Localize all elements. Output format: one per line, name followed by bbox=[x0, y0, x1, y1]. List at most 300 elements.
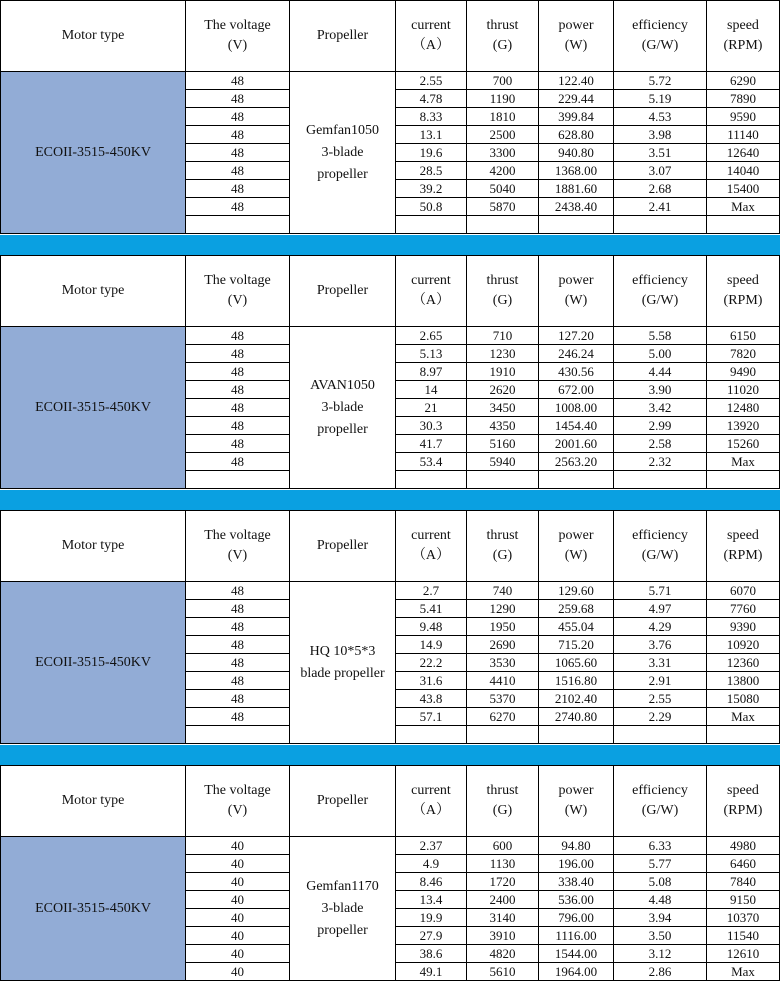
speed-cell: 7760 bbox=[707, 600, 780, 618]
header-power-line: (W) bbox=[564, 293, 588, 308]
header-thrust bbox=[467, 0, 539, 72]
propeller-line: propeller bbox=[317, 421, 368, 437]
propeller-line: Gemfan1050 bbox=[305, 122, 380, 138]
speed-cell: Max bbox=[707, 198, 780, 216]
power-cell: 715.20 bbox=[539, 636, 614, 654]
current-cell: 27.9 bbox=[396, 927, 467, 945]
current-cell: 13.1 bbox=[396, 126, 467, 144]
motor-type-cell bbox=[0, 327, 186, 489]
thrust-cell: 4350 bbox=[467, 417, 539, 435]
speed-cell: 10920 bbox=[707, 636, 780, 654]
header-speed-line: speed bbox=[727, 18, 759, 33]
header-propeller bbox=[290, 255, 396, 327]
power-cell: 129.60 bbox=[539, 582, 614, 600]
current-cell: 14.9 bbox=[396, 636, 467, 654]
current-cell: 41.7 bbox=[396, 435, 467, 453]
current-cell: 8.33 bbox=[396, 108, 467, 126]
current-cell: 13.4 bbox=[396, 891, 467, 909]
thrust-cell: 3450 bbox=[467, 399, 539, 417]
motor-type-value: ECOII-3515-450KV bbox=[35, 399, 151, 415]
header-efficiency-line: (G/W) bbox=[641, 293, 679, 308]
power-cell: 2102.40 bbox=[539, 690, 614, 708]
thrust-cell: 5160 bbox=[467, 435, 539, 453]
voltage-cell: 48 bbox=[186, 345, 290, 363]
voltage-cell: 48 bbox=[186, 126, 290, 144]
efficiency-cell: 5.71 bbox=[614, 582, 707, 600]
power-cell: 122.40 bbox=[539, 72, 614, 90]
voltage-cell: 48 bbox=[186, 327, 290, 345]
current-cell: 49.1 bbox=[396, 963, 467, 981]
thrust-cell bbox=[467, 216, 539, 234]
header-efficiency bbox=[614, 0, 707, 72]
current-cell: 2.37 bbox=[396, 837, 467, 855]
speed-cell: Max bbox=[707, 453, 780, 471]
thrust-cell: 5870 bbox=[467, 198, 539, 216]
efficiency-cell: 3.07 bbox=[614, 162, 707, 180]
speed-cell: 9150 bbox=[707, 891, 780, 909]
propeller-line: 3-blade bbox=[321, 900, 364, 916]
thrust-cell: 740 bbox=[467, 582, 539, 600]
header-thrust-line: (G) bbox=[492, 38, 513, 53]
header-speed bbox=[707, 255, 780, 327]
current-cell: 43.8 bbox=[396, 690, 467, 708]
efficiency-cell: 3.98 bbox=[614, 126, 707, 144]
voltage-cell: 48 bbox=[186, 672, 290, 690]
header-efficiency-line: (G/W) bbox=[641, 803, 679, 818]
thrust-cell: 700 bbox=[467, 72, 539, 90]
voltage-cell: 40 bbox=[186, 873, 290, 891]
current-cell: 53.4 bbox=[396, 453, 467, 471]
header-voltage-line: (V) bbox=[227, 548, 248, 563]
voltage-cell: 48 bbox=[186, 435, 290, 453]
speed-cell bbox=[707, 726, 780, 744]
speed-cell: 13800 bbox=[707, 672, 780, 690]
propeller-line: AVAN1050 bbox=[310, 377, 375, 393]
efficiency-cell: 4.97 bbox=[614, 600, 707, 618]
thrust-cell: 5940 bbox=[467, 453, 539, 471]
thrust-cell: 2620 bbox=[467, 381, 539, 399]
efficiency-cell: 2.55 bbox=[614, 690, 707, 708]
thrust-cell: 2500 bbox=[467, 126, 539, 144]
current-cell: 2.65 bbox=[396, 327, 467, 345]
header-power bbox=[539, 510, 614, 582]
current-cell: 8.46 bbox=[396, 873, 467, 891]
header-voltage-line: The voltage bbox=[204, 273, 271, 288]
voltage-cell: 40 bbox=[186, 945, 290, 963]
motor-type-value: ECOII-3515-450KV bbox=[35, 144, 151, 160]
header-thrust-line: (G) bbox=[492, 293, 513, 308]
header-propeller bbox=[290, 765, 396, 837]
power-cell bbox=[539, 216, 614, 234]
motor-type-value: ECOII-3515-450KV bbox=[35, 900, 151, 916]
header-thrust-line: (G) bbox=[492, 803, 513, 818]
header-current bbox=[396, 510, 467, 582]
voltage-cell: 48 bbox=[186, 90, 290, 108]
efficiency-cell: 2.41 bbox=[614, 198, 707, 216]
efficiency-cell: 3.31 bbox=[614, 654, 707, 672]
motor-type-cell bbox=[0, 837, 186, 981]
header-motor bbox=[0, 765, 186, 837]
header-voltage bbox=[186, 255, 290, 327]
propeller-line: Gemfan1170 bbox=[306, 878, 379, 894]
header-voltage-line: The voltage bbox=[204, 18, 271, 33]
efficiency-cell: 3.50 bbox=[614, 927, 707, 945]
header-motor-label: Motor type bbox=[61, 283, 125, 298]
efficiency-cell: 6.33 bbox=[614, 837, 707, 855]
speed-cell: 11020 bbox=[707, 381, 780, 399]
current-cell bbox=[396, 216, 467, 234]
header-speed-line: speed bbox=[727, 783, 759, 798]
power-cell: 940.80 bbox=[539, 144, 614, 162]
table-block bbox=[0, 0, 780, 234]
current-cell: 5.41 bbox=[396, 600, 467, 618]
header-propeller-label: Propeller bbox=[316, 538, 369, 553]
thrust-cell bbox=[467, 726, 539, 744]
power-cell: 338.40 bbox=[539, 873, 614, 891]
header-power-line: power bbox=[558, 528, 594, 543]
current-cell bbox=[396, 471, 467, 489]
power-cell: 2438.40 bbox=[539, 198, 614, 216]
header-efficiency-line: efficiency bbox=[632, 273, 688, 288]
header-current bbox=[396, 0, 467, 72]
header-power-line: (W) bbox=[564, 548, 588, 563]
propeller-cell bbox=[290, 327, 396, 489]
speed-cell: 15400 bbox=[707, 180, 780, 198]
propeller-line: 3-blade bbox=[321, 399, 364, 415]
speed-cell: 9390 bbox=[707, 618, 780, 636]
header-thrust-line: (G) bbox=[492, 548, 513, 563]
propeller-line: 3-blade bbox=[321, 144, 364, 160]
voltage-cell: 48 bbox=[186, 72, 290, 90]
power-cell: 2001.60 bbox=[539, 435, 614, 453]
propeller-cell bbox=[290, 837, 396, 981]
power-cell: 2740.80 bbox=[539, 708, 614, 726]
voltage-cell: 48 bbox=[186, 399, 290, 417]
header-motor bbox=[0, 255, 186, 327]
power-cell: 1368.00 bbox=[539, 162, 614, 180]
header-efficiency-line: efficiency bbox=[632, 528, 688, 543]
power-cell: 229.44 bbox=[539, 90, 614, 108]
header-voltage-line: The voltage bbox=[204, 528, 271, 543]
current-cell: 4.9 bbox=[396, 855, 467, 873]
efficiency-cell: 5.19 bbox=[614, 90, 707, 108]
efficiency-cell: 2.86 bbox=[614, 963, 707, 981]
header-propeller-label: Propeller bbox=[316, 283, 369, 298]
header-speed-line: (RPM) bbox=[723, 293, 763, 308]
efficiency-cell: 5.08 bbox=[614, 873, 707, 891]
thrust-cell: 600 bbox=[467, 837, 539, 855]
speed-cell: Max bbox=[707, 708, 780, 726]
header-thrust-line: thrust bbox=[486, 528, 519, 543]
table-block bbox=[0, 765, 780, 981]
current-cell: 57.1 bbox=[396, 708, 467, 726]
power-cell: 1008.00 bbox=[539, 399, 614, 417]
voltage-cell: 40 bbox=[186, 909, 290, 927]
efficiency-cell: 4.53 bbox=[614, 108, 707, 126]
header-thrust bbox=[467, 510, 539, 582]
motor-type-cell bbox=[0, 582, 186, 744]
current-cell: 22.2 bbox=[396, 654, 467, 672]
header-power-line: power bbox=[558, 18, 594, 33]
speed-cell bbox=[707, 471, 780, 489]
propeller-cell bbox=[290, 582, 396, 744]
current-cell: 8.97 bbox=[396, 363, 467, 381]
efficiency-cell bbox=[614, 726, 707, 744]
header-current bbox=[396, 765, 467, 837]
thrust-cell: 1190 bbox=[467, 90, 539, 108]
speed-cell: 9590 bbox=[707, 108, 780, 126]
power-cell bbox=[539, 726, 614, 744]
header-speed-line: speed bbox=[727, 273, 759, 288]
current-cell: 4.78 bbox=[396, 90, 467, 108]
propeller-line: propeller bbox=[317, 166, 368, 182]
speed-cell: 7890 bbox=[707, 90, 780, 108]
current-cell: 30.3 bbox=[396, 417, 467, 435]
header-motor-label: Motor type bbox=[61, 28, 125, 43]
speed-cell: 9490 bbox=[707, 363, 780, 381]
propeller-line: blade propeller bbox=[300, 665, 385, 681]
header-voltage bbox=[186, 0, 290, 72]
header-thrust-line: thrust bbox=[486, 273, 519, 288]
efficiency-cell: 2.91 bbox=[614, 672, 707, 690]
current-cell bbox=[396, 726, 467, 744]
separator-band bbox=[0, 235, 780, 255]
voltage-cell: 48 bbox=[186, 582, 290, 600]
power-cell: 1544.00 bbox=[539, 945, 614, 963]
speed-cell: Max bbox=[707, 963, 780, 981]
header-current-line: current bbox=[411, 18, 451, 33]
header-power bbox=[539, 765, 614, 837]
speed-cell: 7820 bbox=[707, 345, 780, 363]
header-power-line: (W) bbox=[564, 38, 588, 53]
thrust-cell: 4200 bbox=[467, 162, 539, 180]
efficiency-cell: 5.58 bbox=[614, 327, 707, 345]
efficiency-cell: 2.32 bbox=[614, 453, 707, 471]
voltage-cell: 48 bbox=[186, 618, 290, 636]
power-cell: 259.68 bbox=[539, 600, 614, 618]
propeller-line: HQ 10*5*3 bbox=[309, 643, 376, 659]
efficiency-cell: 3.90 bbox=[614, 381, 707, 399]
efficiency-cell bbox=[614, 216, 707, 234]
efficiency-cell: 4.44 bbox=[614, 363, 707, 381]
power-cell: 1116.00 bbox=[539, 927, 614, 945]
header-propeller bbox=[290, 510, 396, 582]
voltage-cell: 48 bbox=[186, 417, 290, 435]
thrust-cell: 710 bbox=[467, 327, 539, 345]
power-cell: 196.00 bbox=[539, 855, 614, 873]
thrust-cell: 4410 bbox=[467, 672, 539, 690]
thrust-cell: 3140 bbox=[467, 909, 539, 927]
thrust-cell: 3530 bbox=[467, 654, 539, 672]
efficiency-cell: 3.76 bbox=[614, 636, 707, 654]
thrust-cell: 6270 bbox=[467, 708, 539, 726]
power-cell: 1065.60 bbox=[539, 654, 614, 672]
current-cell: 21 bbox=[396, 399, 467, 417]
efficiency-cell: 5.00 bbox=[614, 345, 707, 363]
header-speed-line: (RPM) bbox=[723, 548, 763, 563]
header-power-line: power bbox=[558, 273, 594, 288]
header-speed-line: (RPM) bbox=[723, 803, 763, 818]
speed-cell: 7840 bbox=[707, 873, 780, 891]
propeller-cell bbox=[290, 72, 396, 234]
speed-cell: 12640 bbox=[707, 144, 780, 162]
header-efficiency bbox=[614, 765, 707, 837]
header-efficiency-line: (G/W) bbox=[641, 38, 679, 53]
thrust-cell: 1810 bbox=[467, 108, 539, 126]
speed-cell: 11140 bbox=[707, 126, 780, 144]
efficiency-cell: 2.99 bbox=[614, 417, 707, 435]
table-block bbox=[0, 510, 780, 744]
separator-band bbox=[0, 490, 780, 510]
speed-cell: 6290 bbox=[707, 72, 780, 90]
header-speed-line: speed bbox=[727, 528, 759, 543]
speed-cell: 15080 bbox=[707, 690, 780, 708]
efficiency-cell: 3.42 bbox=[614, 399, 707, 417]
header-thrust-line: thrust bbox=[486, 783, 519, 798]
speed-cell: 12610 bbox=[707, 945, 780, 963]
efficiency-cell: 2.68 bbox=[614, 180, 707, 198]
voltage-cell: 48 bbox=[186, 708, 290, 726]
power-cell: 1454.40 bbox=[539, 417, 614, 435]
power-cell: 1881.60 bbox=[539, 180, 614, 198]
voltage-cell: 48 bbox=[186, 381, 290, 399]
voltage-cell: 48 bbox=[186, 363, 290, 381]
efficiency-cell: 5.77 bbox=[614, 855, 707, 873]
speed-cell: 6070 bbox=[707, 582, 780, 600]
header-current-line: current bbox=[411, 273, 451, 288]
header-power-line: (W) bbox=[564, 803, 588, 818]
power-cell: 399.84 bbox=[539, 108, 614, 126]
thrust-cell: 4820 bbox=[467, 945, 539, 963]
voltage-cell: 40 bbox=[186, 927, 290, 945]
header-current-line: （A） bbox=[411, 38, 451, 53]
header-thrust bbox=[467, 765, 539, 837]
voltage-cell: 48 bbox=[186, 453, 290, 471]
header-power bbox=[539, 255, 614, 327]
header-power bbox=[539, 0, 614, 72]
speed-cell: 4980 bbox=[707, 837, 780, 855]
voltage-cell: 48 bbox=[186, 144, 290, 162]
header-motor bbox=[0, 0, 186, 72]
efficiency-cell: 2.29 bbox=[614, 708, 707, 726]
power-cell: 94.80 bbox=[539, 837, 614, 855]
header-current-line: （A） bbox=[411, 293, 451, 308]
current-cell: 2.7 bbox=[396, 582, 467, 600]
propeller-line: propeller bbox=[317, 922, 368, 938]
header-efficiency-line: efficiency bbox=[632, 18, 688, 33]
current-cell: 38.6 bbox=[396, 945, 467, 963]
header-voltage-line: (V) bbox=[227, 38, 248, 53]
speed-cell: 10370 bbox=[707, 909, 780, 927]
efficiency-cell: 5.72 bbox=[614, 72, 707, 90]
thrust-cell: 1950 bbox=[467, 618, 539, 636]
voltage-cell: 48 bbox=[186, 198, 290, 216]
power-cell bbox=[539, 471, 614, 489]
voltage-cell: 48 bbox=[186, 108, 290, 126]
header-propeller bbox=[290, 0, 396, 72]
header-current-line: current bbox=[411, 783, 451, 798]
efficiency-cell: 4.48 bbox=[614, 891, 707, 909]
efficiency-cell bbox=[614, 471, 707, 489]
thrust-cell: 1130 bbox=[467, 855, 539, 873]
thrust-cell: 1910 bbox=[467, 363, 539, 381]
power-cell: 127.20 bbox=[539, 327, 614, 345]
voltage-cell: 40 bbox=[186, 837, 290, 855]
header-current bbox=[396, 255, 467, 327]
current-cell: 39.2 bbox=[396, 180, 467, 198]
header-speed bbox=[707, 765, 780, 837]
efficiency-cell: 3.94 bbox=[614, 909, 707, 927]
current-cell: 50.8 bbox=[396, 198, 467, 216]
voltage-cell: 40 bbox=[186, 855, 290, 873]
efficiency-cell: 3.12 bbox=[614, 945, 707, 963]
voltage-cell: 40 bbox=[186, 891, 290, 909]
speed-cell: 12480 bbox=[707, 399, 780, 417]
header-efficiency-line: efficiency bbox=[632, 783, 688, 798]
header-motor-label: Motor type bbox=[61, 538, 125, 553]
thrust-cell: 1720 bbox=[467, 873, 539, 891]
speed-cell: 11540 bbox=[707, 927, 780, 945]
speed-cell: 12360 bbox=[707, 654, 780, 672]
header-propeller-label: Propeller bbox=[316, 793, 369, 808]
speed-cell bbox=[707, 216, 780, 234]
thrust-cell: 5370 bbox=[467, 690, 539, 708]
header-efficiency-line: (G/W) bbox=[641, 548, 679, 563]
header-speed bbox=[707, 0, 780, 72]
voltage-cell: 48 bbox=[186, 636, 290, 654]
thrust-cell: 5610 bbox=[467, 963, 539, 981]
power-cell: 1516.80 bbox=[539, 672, 614, 690]
header-current-line: current bbox=[411, 528, 451, 543]
voltage-cell: 48 bbox=[186, 690, 290, 708]
header-motor-label: Motor type bbox=[61, 793, 125, 808]
voltage-cell: 48 bbox=[186, 654, 290, 672]
thrust-cell: 1290 bbox=[467, 600, 539, 618]
voltage-cell: 40 bbox=[186, 963, 290, 981]
speed-cell: 6150 bbox=[707, 327, 780, 345]
current-cell: 28.5 bbox=[396, 162, 467, 180]
header-motor bbox=[0, 510, 186, 582]
table-block bbox=[0, 255, 780, 489]
power-cell: 430.56 bbox=[539, 363, 614, 381]
voltage-cell bbox=[186, 216, 290, 234]
power-cell: 2563.20 bbox=[539, 453, 614, 471]
thrust-cell: 5040 bbox=[467, 180, 539, 198]
motor-type-value: ECOII-3515-450KV bbox=[35, 654, 151, 670]
header-voltage-line: (V) bbox=[227, 803, 248, 818]
power-cell: 628.80 bbox=[539, 126, 614, 144]
header-thrust-line: thrust bbox=[486, 18, 519, 33]
voltage-cell bbox=[186, 471, 290, 489]
header-speed-line: (RPM) bbox=[723, 38, 763, 53]
voltage-cell: 48 bbox=[186, 162, 290, 180]
thrust-cell: 1230 bbox=[467, 345, 539, 363]
power-cell: 536.00 bbox=[539, 891, 614, 909]
header-current-line: （A） bbox=[411, 803, 451, 818]
power-cell: 796.00 bbox=[539, 909, 614, 927]
voltage-cell: 48 bbox=[186, 600, 290, 618]
header-current-line: （A） bbox=[411, 548, 451, 563]
current-cell: 5.13 bbox=[396, 345, 467, 363]
speed-cell: 6460 bbox=[707, 855, 780, 873]
efficiency-cell: 4.29 bbox=[614, 618, 707, 636]
separator-band bbox=[0, 745, 780, 765]
header-voltage-line: (V) bbox=[227, 293, 248, 308]
current-cell: 31.6 bbox=[396, 672, 467, 690]
header-thrust bbox=[467, 255, 539, 327]
efficiency-cell: 2.58 bbox=[614, 435, 707, 453]
thrust-cell: 3910 bbox=[467, 927, 539, 945]
